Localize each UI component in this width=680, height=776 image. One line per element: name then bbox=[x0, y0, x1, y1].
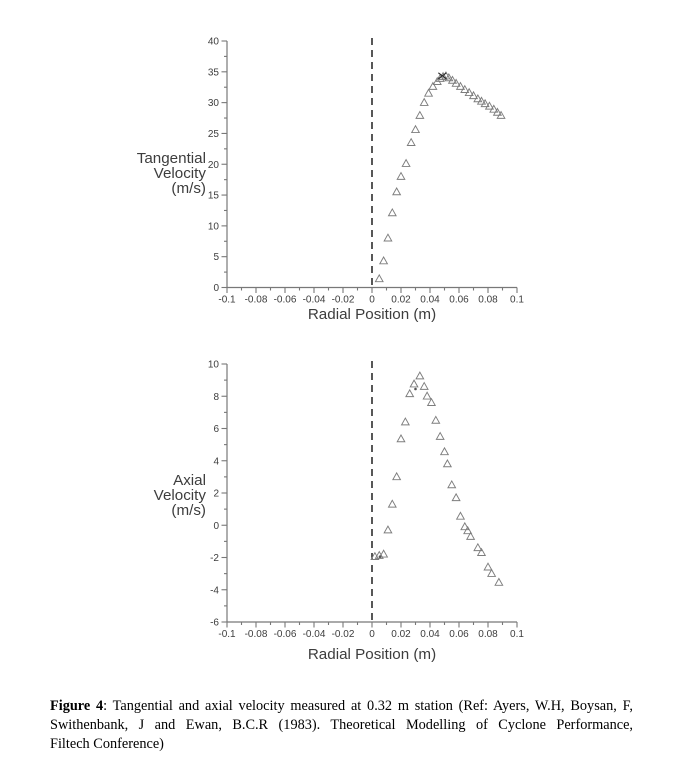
x-tick-label: 0.04 bbox=[420, 294, 440, 306]
y-tick-label: -2 bbox=[210, 553, 219, 564]
x-tick-label: 0 bbox=[369, 294, 375, 306]
data-point-triangle bbox=[448, 481, 456, 488]
y-tick-label: 10 bbox=[207, 221, 219, 233]
y-axis-label-line: Velocity bbox=[153, 165, 206, 182]
y-tick-label: 4 bbox=[213, 456, 219, 468]
x-tick-label: 0.06 bbox=[449, 629, 469, 640]
x-tick-label: 0.02 bbox=[391, 294, 411, 306]
x-tick-label: -0.06 bbox=[273, 294, 297, 306]
data-point-triangle bbox=[432, 416, 440, 423]
data-point-triangle bbox=[402, 418, 410, 425]
x-tick-label: -0.08 bbox=[244, 629, 268, 640]
y-axis-label bbox=[137, 150, 207, 197]
data-point-triangle bbox=[412, 126, 420, 133]
data-point-triangle bbox=[397, 435, 405, 442]
x-axis-label: Radial Position (m) bbox=[307, 646, 437, 663]
x-tick-label: 0.1 bbox=[510, 294, 524, 306]
y-tick-label: 0 bbox=[213, 283, 219, 294]
data-point-triangle bbox=[416, 372, 424, 379]
data-point-triangle bbox=[495, 578, 503, 585]
data-point-triangle bbox=[420, 383, 428, 390]
data-point-triangle bbox=[393, 473, 401, 480]
y-tick-label: -4 bbox=[210, 585, 219, 597]
data-point-triangle bbox=[461, 523, 469, 530]
data-point-triangle bbox=[410, 380, 418, 387]
y-tick-label: 6 bbox=[213, 424, 219, 435]
caption-line: Swithenbank, J and Ewan, B.C.R (1983). Theoretical Modelling of Cyclone Performance, bbox=[50, 717, 633, 733]
caption-line bbox=[50, 697, 633, 716]
data-points bbox=[375, 72, 504, 282]
data-point-triangle bbox=[393, 188, 401, 195]
x-axis-ticks bbox=[218, 288, 524, 306]
y-axis-ticks bbox=[208, 37, 227, 295]
data-point-triangle bbox=[384, 234, 392, 241]
caption-figure-label: Figure 4 bbox=[50, 698, 104, 714]
x-tick-label: -0.1 bbox=[218, 629, 236, 640]
data-point-triangle bbox=[436, 433, 444, 440]
y-axis-label-line: Tangential bbox=[136, 150, 206, 167]
caption-text: : Tangential and axial velocity measured at 0.32 m station (Ref: Ayers, W.H, Boysan, F, bbox=[103, 698, 633, 714]
y-tick-label: 10 bbox=[207, 359, 219, 371]
y-axis-ticks bbox=[208, 360, 227, 629]
axial-velocity-chart bbox=[0, 330, 680, 676]
x-axis-ticks bbox=[218, 622, 524, 640]
data-point-triangle bbox=[397, 173, 405, 180]
x-axis-label: Radial Position (m) bbox=[307, 306, 437, 323]
data-point-triangle bbox=[444, 460, 452, 467]
data-point-triangle bbox=[375, 275, 383, 282]
y-tick-label: 5 bbox=[213, 252, 219, 264]
y-tick-label: 35 bbox=[207, 67, 219, 79]
data-point-triangle bbox=[488, 570, 496, 577]
data-point-triangle bbox=[441, 448, 449, 455]
data-point-triangle bbox=[380, 257, 388, 264]
data-point-triangle bbox=[429, 83, 437, 90]
data-point-triangle bbox=[484, 563, 492, 570]
y-tick-label: -6 bbox=[210, 617, 219, 629]
overlap-mark bbox=[379, 555, 382, 558]
data-point-triangle bbox=[420, 99, 428, 106]
data-point-triangle bbox=[389, 500, 397, 507]
data-point-triangle bbox=[452, 494, 460, 501]
x-tick-label: 0 bbox=[369, 629, 375, 640]
x-tick-label: -0.04 bbox=[302, 629, 326, 640]
x-tick-label: -0.1 bbox=[218, 294, 236, 306]
y-tick-label: 20 bbox=[207, 159, 219, 171]
x-tick-label: -0.08 bbox=[244, 294, 268, 306]
x-tick-label: 0.08 bbox=[478, 629, 498, 640]
y-tick-label: 40 bbox=[207, 36, 219, 48]
y-tick-label: 15 bbox=[207, 190, 219, 202]
x-tick-label: -0.02 bbox=[331, 629, 355, 640]
y-axis-label-line: (m/s) bbox=[171, 502, 206, 519]
figure-caption bbox=[50, 697, 633, 754]
y-axis-label-line: (m/s) bbox=[171, 180, 206, 197]
data-point-triangle bbox=[423, 392, 431, 399]
data-points bbox=[371, 372, 503, 585]
x-tick-label: 0.04 bbox=[420, 629, 440, 640]
x-tick-label: 0.06 bbox=[449, 294, 469, 306]
x-tick-label: -0.04 bbox=[302, 294, 326, 306]
y-tick-label: 25 bbox=[207, 128, 219, 140]
x-tick-label: 0.1 bbox=[510, 629, 524, 640]
data-point-triangle bbox=[428, 399, 436, 406]
data-point-triangle bbox=[402, 160, 410, 167]
y-tick-label: 2 bbox=[213, 488, 219, 500]
data-point-triangle bbox=[425, 89, 433, 96]
data-point-triangle bbox=[384, 526, 392, 533]
y-axis-label-line: Axial bbox=[173, 472, 206, 489]
y-axis-label bbox=[154, 472, 207, 519]
data-point-triangle bbox=[389, 209, 397, 216]
y-tick-label: 0 bbox=[213, 520, 219, 532]
overlap-mark bbox=[414, 388, 417, 391]
x-tick-label: -0.06 bbox=[273, 629, 297, 640]
data-point-triangle bbox=[406, 390, 414, 397]
x-tick-label: 0.08 bbox=[478, 294, 498, 306]
caption-line: Filtech Conference) bbox=[50, 736, 164, 752]
y-tick-label: 8 bbox=[213, 391, 219, 403]
data-point-triangle bbox=[457, 512, 465, 519]
x-tick-label: -0.02 bbox=[331, 294, 355, 306]
data-point-triangle bbox=[407, 139, 415, 146]
x-tick-label: 0.02 bbox=[391, 629, 411, 640]
tangential-velocity-chart bbox=[0, 0, 680, 330]
data-point-triangle bbox=[416, 112, 424, 119]
y-tick-label: 30 bbox=[207, 98, 219, 110]
y-axis-label-line: Velocity bbox=[153, 487, 206, 504]
